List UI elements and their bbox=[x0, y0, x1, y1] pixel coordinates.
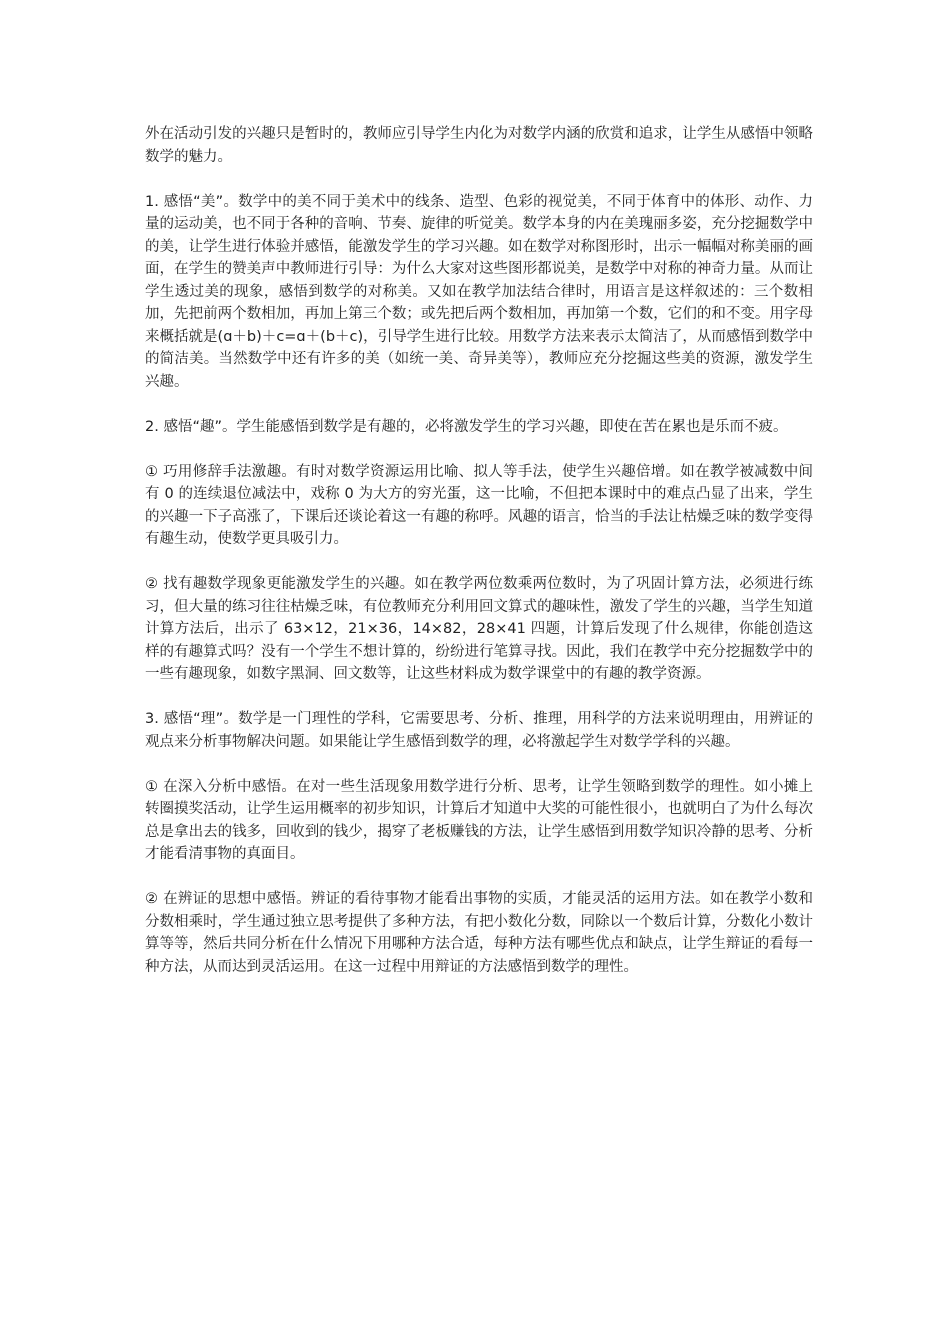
intro-paragraph: 外在活动引发的兴趣只是暂时的，教师应引导学生内化为对数学内涵的欣赏和追求，让学生从感悟中领略数学的魅力。 bbox=[145, 126, 813, 165]
section-interest-paragraph: 2. 感悟“趣”。学生能感悟到数学是有趣的，必将激发学生的学习兴趣，即使在苦在累也是乐而不疲。 bbox=[145, 418, 788, 435]
section-beauty-paragraph: 1. 感悟“美”。数学中的美不同于美术中的线条、造型、色彩的视觉美，不同于体育中的体形、动作、力量的运动美，也不同于各种的音响、节奏、旋律的听觉美。数学本身的内在美瑰丽多姿，充分挖掘数学中的美，让学生进行体验并感悟，能激发学生的学习兴趣。如在数学对称图形时，出示一幅幅对称美丽的画面，在学生的赞美声中教师进行引导：为什么大家对这些图形都说美，是数学中对称的神奇力量。从而让学生透过美的现象，感悟到数学的对称美。又如在教学加法结合律时，用语言是这样叙述的：三个数相加，先把前两个数相加，再加上第三个数；或先把后两个数相加，再加第一个数，它们的和不变。用字母来概括就是(ɑ＋b)＋c=ɑ＋(b＋c)，引导学生进行比较。用数学方法来表示太简洁了，从而感悟到数学中的简洁美。当然数学中还有许多的美（如统一美、奇异美等），教师应充分挖掘这些美的资源，激发学生兴趣。 bbox=[145, 193, 813, 390]
section-reason-paragraph: 3. 感悟“理”。数学是一门理性的学科，它需要思考、分析、推理，用科学的方法来说明理由，用辨证的观点来分析事物解决问题。如果能让学生感悟到数学的理，必将激起学生对数学学科的兴趣。 bbox=[145, 711, 813, 750]
interest-point-2-paragraph: ② 找有趣数学现象更能激发学生的兴趣。如在教学两位数乘两位数时，为了巩固计算方法，必须进行练习，但大量的练习往往枯燥乏味，有位教师充分利用回文算式的趣味性，激发了学生的兴趣，当学生知道计算方法后，出示了 63×12，21×36，14×82，28×41 四题，计算后发现了什么规律，你能创造这样的有趣算式吗？没有一个学生不想计算的，纷纷进行笔算寻找。因此，我们在教学中充分挖掘数学中的一些有趣现象，如数字黑洞、回文数等，让这些材料成为数学课堂中的有趣的教学资源。 bbox=[145, 576, 813, 682]
reason-point-1-paragraph: ① 在深入分析中感悟。在对一些生活现象用数学进行分析、思考，让学生领略到数学的理性。如小摊上转圈摸奖活动，让学生运用概率的初步知识，计算后才知道中大奖的可能性很小，也就明白了为什么每次总是拿出去的钱多，回收到的钱少，揭穿了老板赚钱的方法，让学生感悟到用数学知识冷静的思考、分析才能看清事物的真面目。 bbox=[145, 778, 813, 862]
document-body bbox=[145, 123, 813, 1001]
interest-point-1-paragraph: ① 巧用修辞手法激趣。有时对数学资源运用比喻、拟人等手法，使学生兴趣倍增。如在教学被减数中间有 0 的连续退位减法中，戏称 0 为大方的穷光蛋，这一比喻，不但把本课时中的难点凸显了出来，学生的兴趣一下子高涨了，下课后还谈论着这一有趣的称呼。风趣的语言，恰当的手法让枯燥乏味的数学变得有趣生动，使数学更具吸引力。 bbox=[145, 463, 813, 547]
reason-point-2-paragraph: ② 在辨证的思想中感悟。辨证的看待事物才能看出事物的实质，才能灵活的运用方法。如在教学小数和分数相乘时，学生通过独立思考提供了多种方法，有把小数化分数，同除以一个数后计算，分数化小数计算等等，然后共同分析在什么情况下用哪种方法合适，每种方法有哪些优点和缺点，让学生辩证的看每一种方法，从而达到灵活运用。在这一过程中用辩证的方法感悟到数学的理性。 bbox=[145, 891, 813, 975]
